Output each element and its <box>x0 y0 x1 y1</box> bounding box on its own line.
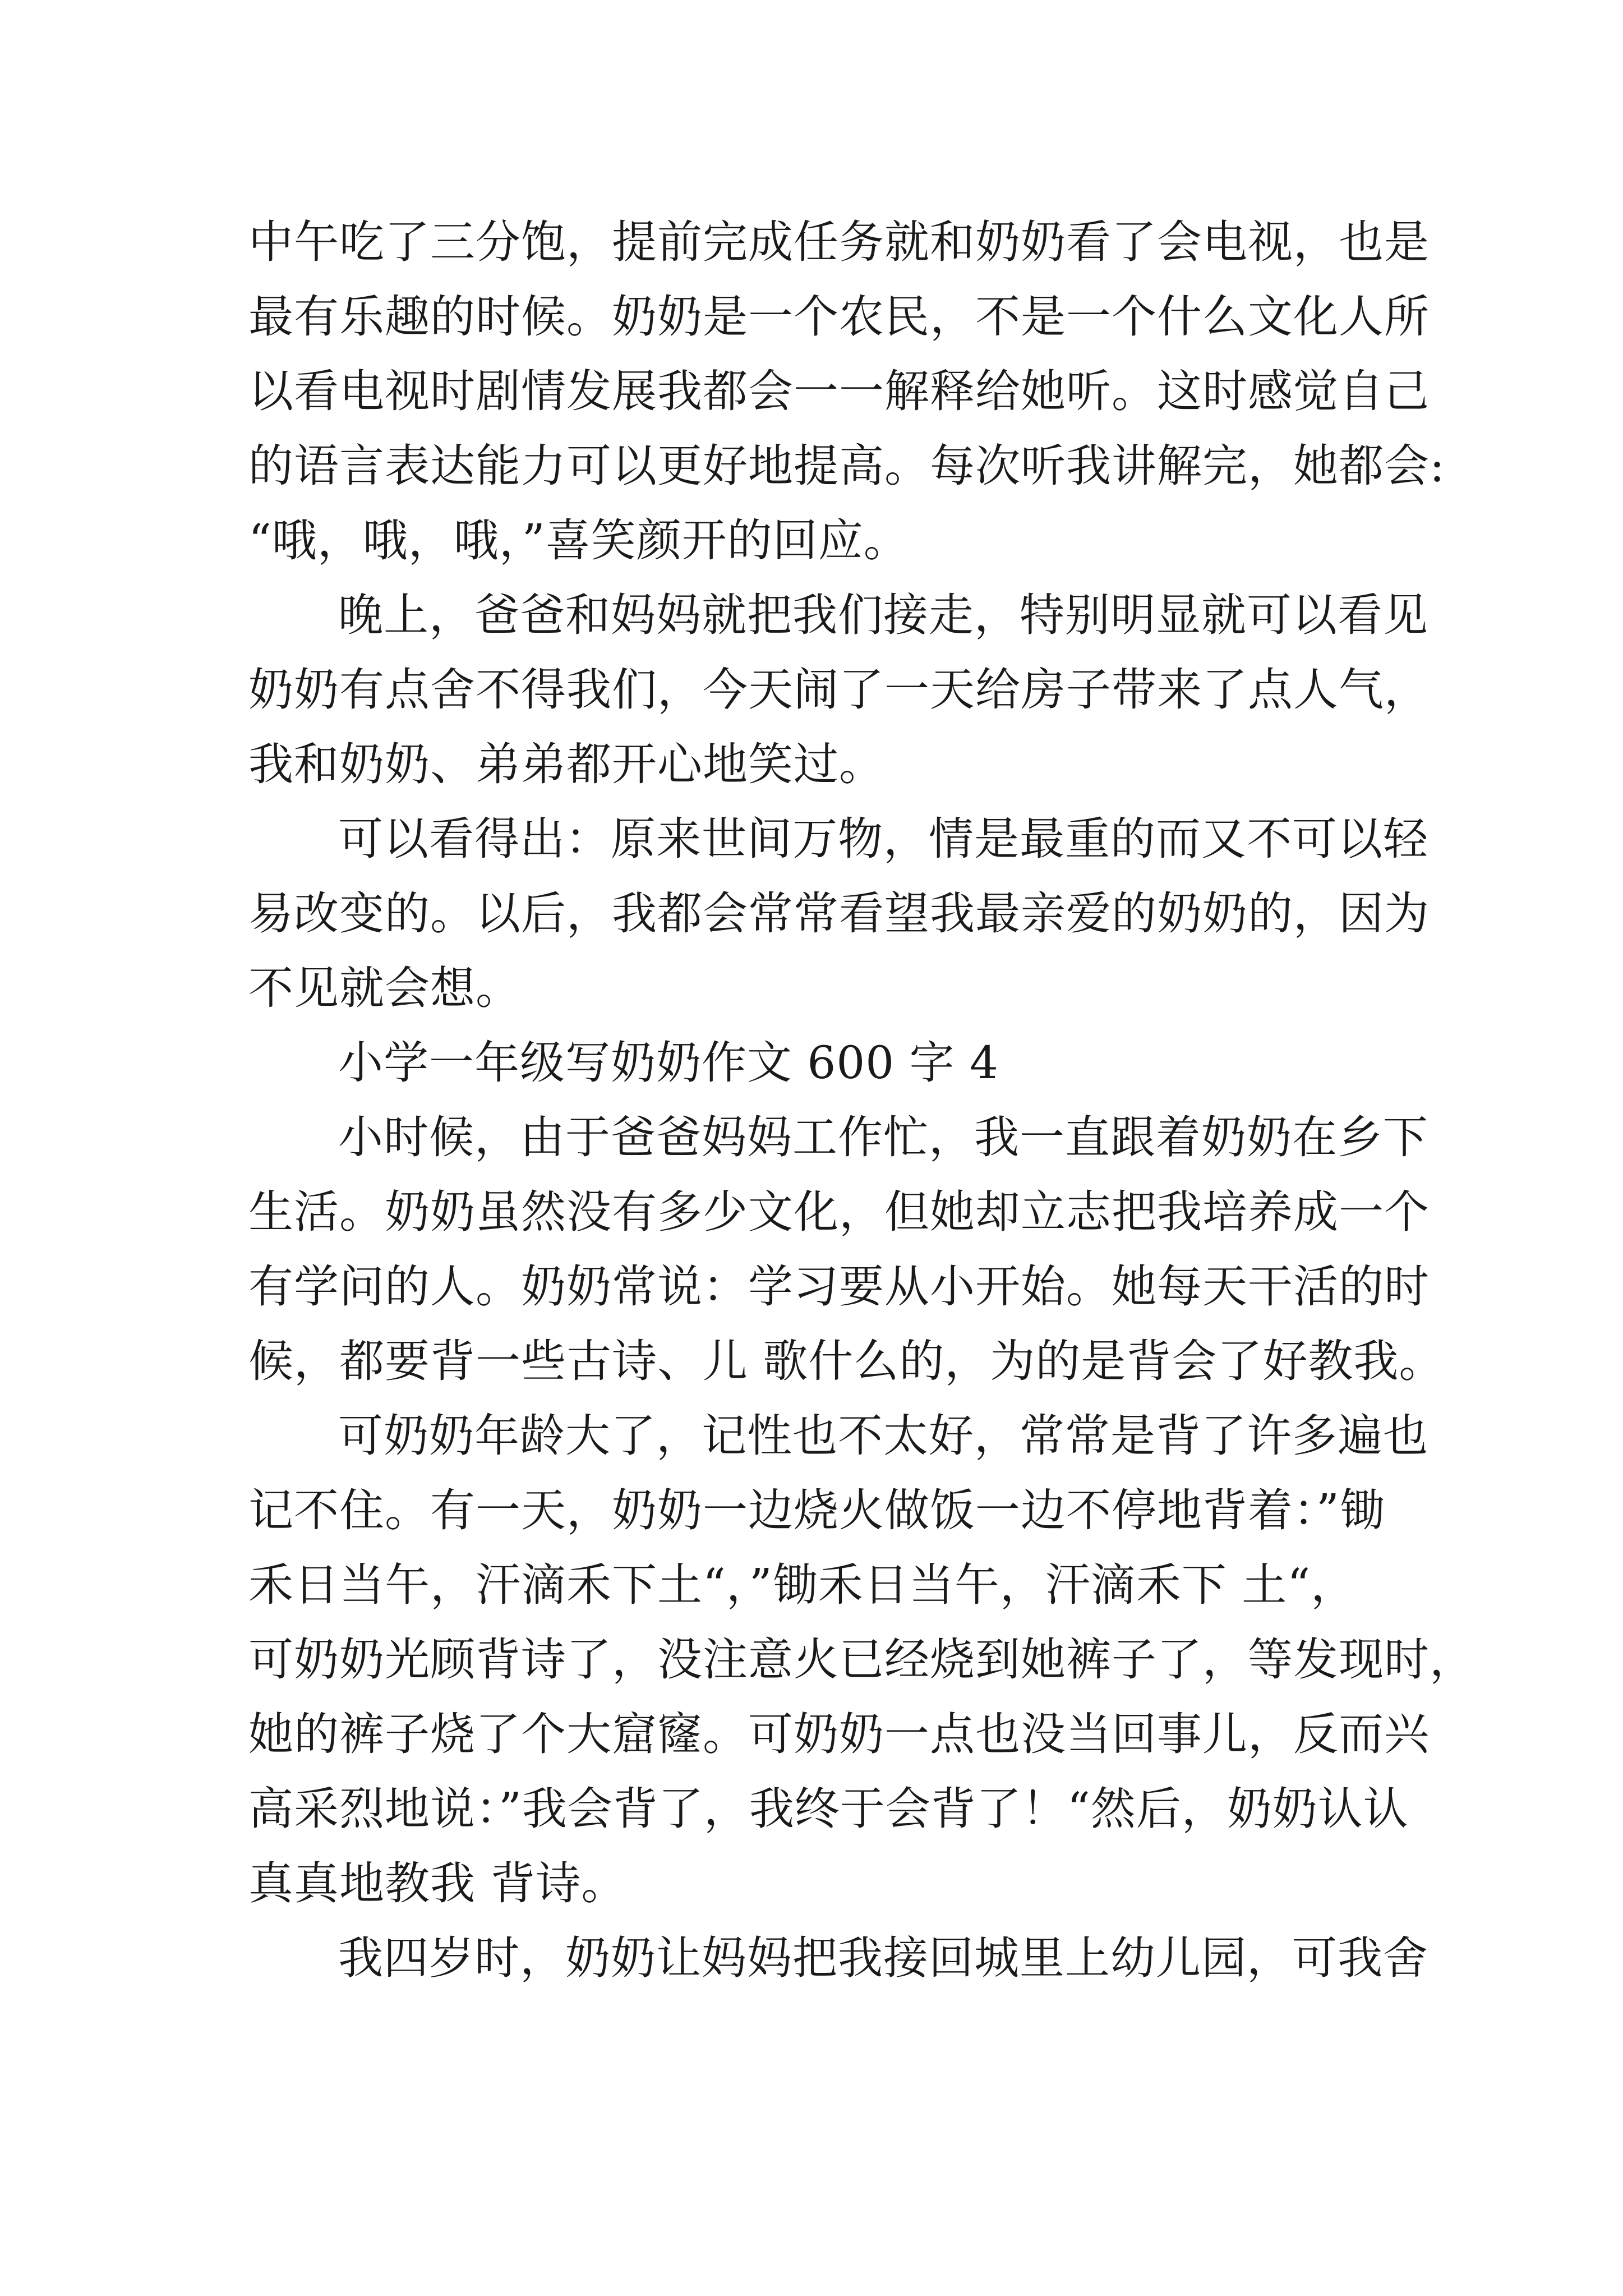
text-line: 最有乐趣的时候。奶奶是一个农民，不是一个什么文化人所 <box>248 291 1430 343</box>
text-line: 记不住。有一天，奶奶一边烧火做饭一边不停地背着：”锄 <box>248 1484 1385 1536</box>
text-line: 的语言表达能力可以更好地提高。每次听我讲解完，她都会: <box>248 440 1445 492</box>
text-line: 我四岁时，奶奶让妈妈把我接回城里上幼儿园，可我舍 <box>338 1932 1428 1984</box>
text-line: 以看电视时剧情发展我都会一一解释给她听。这时感觉自己 <box>248 365 1430 417</box>
text-line: 候，都要背一些古诗、儿 歌什么的，为的是背会了好教我。 <box>248 1335 1445 1387</box>
text-line: 生活。奶奶虽然没有多少文化，但她却立志把我培养成一个 <box>248 1186 1430 1238</box>
text-line: 易改变的。以后，我都会常常看望我最亲爱的奶奶的，因为 <box>248 887 1430 940</box>
essay-text <box>248 205 1475 1995</box>
text-line: 晚上，爸爸和妈妈就把我们接走，特别明显就可以看见 <box>338 589 1428 641</box>
text-line: 小时候，由于爸爸妈妈工作忙，我一直跟着奶奶在乡下 <box>338 1111 1428 1163</box>
text-line: “哦，哦，哦，”喜笑颜开的回应。 <box>248 514 909 567</box>
text-line: 可奶奶年龄大了，记性也不太好，常常是背了许多遍也 <box>338 1410 1428 1462</box>
text-line: 禾日当午，汗滴禾下土“，”锄禾日当午，汗滴禾下 土“， <box>248 1559 1357 1611</box>
text-line: 中午吃了三分饱，提前完成任务就和奶奶看了会电视，也是 <box>248 216 1430 268</box>
text-line: 有学问的人。奶奶常说：学习要从小开始。她每天干活的时 <box>248 1260 1430 1313</box>
text-line: 她的裤子烧了个大窟窿。可奶奶一点也没当回事儿，反而兴 <box>248 1708 1430 1760</box>
text-line: 可以看得出：原来世间万物，情是最重的而又不可以轻 <box>338 813 1428 865</box>
text-line: 奶奶有点舍不得我们，今天闹了一天给房子带来了点人气， <box>248 664 1430 716</box>
text-line: 真真地教我 背诗。 <box>248 1857 627 1910</box>
text-line: 高采烈地说：”我会背了，我终于会背了！“然后，奶奶认认 <box>248 1783 1409 1835</box>
text-line: 不见就会想。 <box>248 962 521 1014</box>
text-line: 我和奶奶、弟弟都开心地笑过。 <box>248 738 884 790</box>
text-line: 可奶奶光顾背诗了，没注意火已经烧到她裤子了，等发现时， <box>248 1634 1475 1686</box>
text-line: 小学一年级写奶奶作文 600 字 4 <box>338 1037 999 1089</box>
